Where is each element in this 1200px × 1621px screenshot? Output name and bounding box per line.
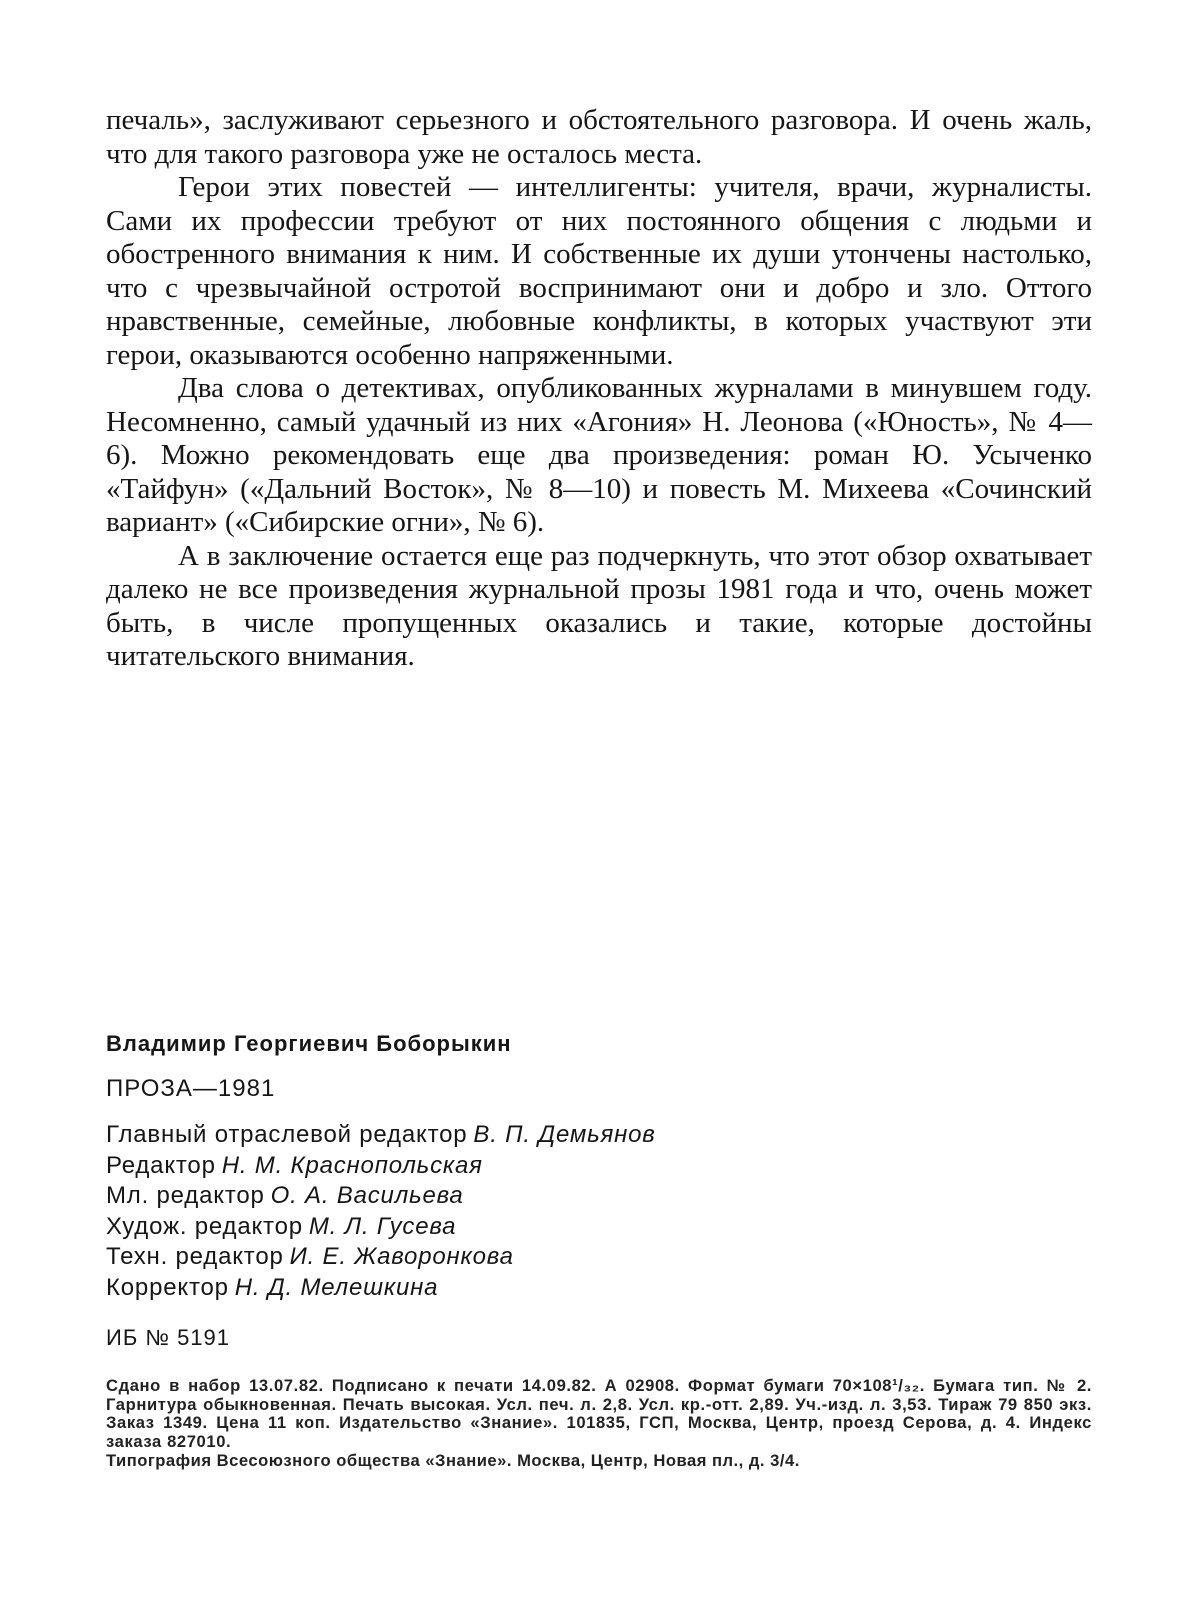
- staff-row: [106, 1212, 1092, 1243]
- paragraph-3: Два слова о детективах, опубликованных журналами в минувшем году. Несомненно, самый удачный из них «Агония» Н. Леонова («Юность», № 4—6). Можно рекомендовать еще два произведения: роман Ю. Усыченко «Тайфун» («Дальний Восток», № 8—10) и повесть М. Михеева «Сочинский вариант» («Сибирские огни», № 6).: [106, 372, 1092, 538]
- staff-row: [106, 1120, 1092, 1151]
- article-text: [106, 104, 1092, 674]
- staff-role: Худож. редактор: [106, 1212, 303, 1240]
- staff-role: Техн. редактор: [106, 1243, 284, 1270]
- staff-role: Главный отраслевой редактор: [106, 1121, 468, 1148]
- staff-row: [106, 1242, 1092, 1273]
- staff-row: [106, 1181, 1092, 1212]
- staff-role: Редактор: [106, 1151, 216, 1179]
- imprint-block: [106, 1030, 1092, 1470]
- paragraph-1: печаль», заслуживают серьезного и обстоятельного разговора. И очень жаль, что для такого разговора уже не осталось места.: [106, 104, 1092, 170]
- staff-name: Н. Д. Мелешкина: [234, 1273, 439, 1301]
- staff-row: [106, 1151, 1092, 1182]
- staff-name: Н. М. Краснопольская: [221, 1151, 483, 1179]
- editorial-staff: [106, 1120, 1092, 1303]
- colophon-text: Сдано в набор 13.07.82. Подписано к печати 14.09.82. А 02908. Формат бумаги 70×108¹/₃₂. Бумага тип. № 2. Гарнитура обыкновенная. Печать высокая. Усл. печ. л. 2,8. Усл. кр.-отт. 2,89. Уч.-изд. л. 3,53. Тираж 79 850 экз. Заказ 1349. Цена 11 коп. Издательство «Знание». 101835, ГСП, Москва, Центр, проезд Серова, д. 4. Индекс заказа 827010.: [106, 1376, 1092, 1451]
- staff-name: О. А. Васильева: [270, 1182, 464, 1209]
- staff-role: Корректор: [106, 1273, 229, 1301]
- staff-role: Мл. редактор: [106, 1182, 265, 1209]
- book-title: ПРОЗА—1981: [106, 1075, 276, 1102]
- staff-row: [106, 1273, 1092, 1304]
- ib-number: ИБ № 5191: [106, 1325, 231, 1350]
- staff-name: В. П. Демьянов: [473, 1121, 656, 1148]
- paragraph-4: А в заключение остается еще раз подчеркнуть, что этот обзор охватывает далеко не все произведения журнальной прозы 1981 года и что, очень может быть, в числе пропущенных оказались и такие, которые достойны читательского внимания.: [106, 539, 1092, 672]
- author-name: Владимир Георгиевич Боборыкин: [106, 1031, 512, 1056]
- printer-line: Типография Всесоюзного общества «Знание». Москва, Центр, Новая пл., д. 3/4.: [106, 1451, 800, 1471]
- paragraph-2: Герои этих повестей — интеллигенты: учителя, врачи, журналисты. Сами их профессии требуют от них постоянного общения с людьми и обостренного внимания к ним. И собственные их души утончены настолько, что с чрезвычайной остротой воспринимают они и добро и зло. Оттого нравственные, семейные, любовные конфликты, в которых участвуют эти герои, оказываются особенно напряженными.: [106, 171, 1092, 371]
- staff-name: М. Л. Гусева: [308, 1212, 457, 1240]
- staff-name: И. Е. Жаворонкова: [289, 1243, 514, 1270]
